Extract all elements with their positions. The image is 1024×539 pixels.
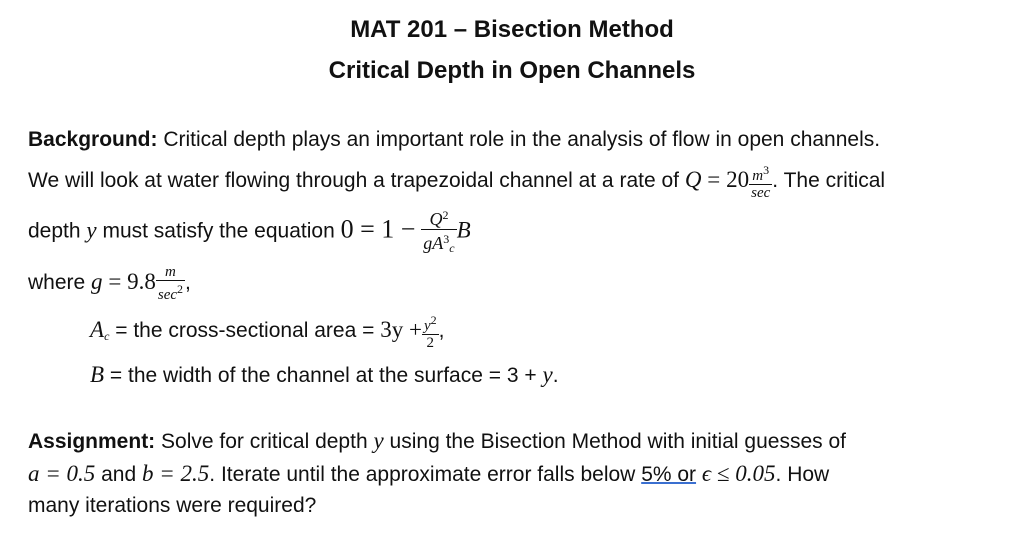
assignment-text-1: Solve for critical depth — [161, 430, 368, 453]
depth-text: depth — [28, 219, 81, 243]
equation-rhs: B — [456, 217, 471, 243]
assignment-question: many iterations were required? — [28, 494, 317, 517]
equals-sign: = — [707, 167, 721, 193]
width-y-variable: y — [542, 362, 553, 387]
background-line-1 — [28, 128, 880, 152]
flow-text-tail: . The critical — [772, 169, 886, 193]
ac-variable: $A_c$ — [90, 317, 110, 344]
area-fraction: $\frac{y^2}{2}$ — [423, 313, 437, 351]
assignment-line-1 — [28, 428, 846, 454]
q-variable: Q — [684, 167, 702, 193]
assignment-label: Assignment: — [28, 430, 156, 453]
a-guess: a = 0.5 — [28, 461, 96, 486]
equation-intro: must satisfy the equation — [102, 219, 335, 243]
where-text: where — [28, 271, 86, 295]
background-label: Background: — [28, 128, 158, 151]
assignment-line-2 — [28, 461, 829, 487]
g-value: = 9.8 — [108, 269, 156, 295]
tolerance-text: 5% or — [641, 463, 697, 486]
g-unit-fraction: $\frac{m}{\sec^2}$ — [157, 264, 184, 303]
area-expression: 3y + — [380, 317, 422, 343]
g-variable: g — [91, 269, 103, 295]
assignment-y-variable: y — [373, 428, 384, 453]
iterate-text: . Iterate until the approximate error falls below — [209, 463, 636, 486]
b-guess: b = 2.5 — [142, 461, 210, 486]
flow-text: We will look at water flowing through a trapezoidal channel at a rate of — [28, 169, 679, 193]
area-line — [90, 312, 444, 351]
background-text-1: Critical depth plays an important role in the analysis of flow in open channels. — [163, 128, 881, 151]
area-text: = the cross-sectional area = — [115, 319, 375, 343]
g-tail: , — [185, 271, 191, 295]
background-line-3 — [28, 206, 471, 258]
background-line-2 — [28, 162, 885, 201]
equation-fraction: $\frac{Q^2}{gA^3_c}$ — [421, 206, 456, 258]
width-tail: . — [552, 364, 559, 387]
width-text: = the width of the channel at the surface = 3 + — [109, 364, 537, 387]
page-subtitle: Critical Depth in Open Channels — [328, 57, 696, 84]
assignment-line-3 — [28, 494, 316, 518]
width-line — [90, 362, 559, 388]
y-variable: y — [86, 217, 97, 243]
b-variable: B — [90, 362, 105, 387]
equation-lhs: 0 = 1 − — [340, 214, 416, 244]
assignment-line-2-tail: . How — [775, 463, 830, 486]
page-title: MAT 201 – Bisection Method — [350, 16, 674, 43]
and-text: and — [101, 463, 137, 486]
epsilon-condition: ϵ ≤ 0.05 — [701, 461, 776, 486]
q-value: 20 — [726, 167, 750, 193]
where-line — [28, 264, 191, 303]
area-tail: , — [438, 319, 445, 343]
flow-unit-fraction: $\frac{m^3}{\sec}$ — [751, 163, 771, 201]
assignment-text-2: using the Bisection Method with initial guesses of — [389, 430, 846, 453]
